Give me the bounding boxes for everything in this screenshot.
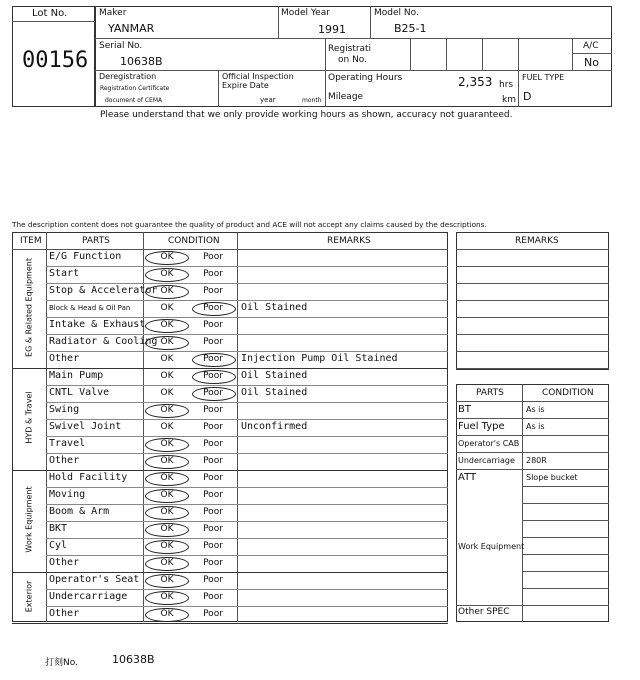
condition-poor: Poor — [203, 592, 223, 602]
year-label: year — [260, 96, 276, 104]
part-name: Block & Head & Oil Pan — [49, 304, 131, 312]
part-name: Moving — [49, 489, 86, 500]
fuel-type-label: FUEL TYPE — [522, 73, 565, 82]
ok-selected-circle — [145, 540, 189, 554]
part-name: Swing — [49, 404, 80, 415]
spec-condition: Slope bucket — [526, 473, 578, 482]
condition-ok: OK — [160, 592, 174, 602]
condition-poor: Poor — [203, 371, 223, 381]
model-year-value: 1991 — [318, 23, 346, 36]
condition-ok: OK — [160, 405, 174, 415]
stamp-label: 打刻No. — [45, 658, 78, 668]
ok-selected-circle — [145, 438, 189, 452]
condition-ok: OK — [160, 269, 174, 279]
other-spec-label: Other SPEC — [458, 607, 510, 617]
col-remarks: REMARKS — [327, 236, 371, 246]
ok-selected-circle — [145, 319, 189, 333]
condition-poor: Poor — [203, 422, 223, 432]
remark-text: Unconfirmed — [241, 421, 308, 432]
condition-poor: Poor — [203, 337, 223, 347]
condition-ok: OK — [160, 541, 174, 551]
part-name: BKT — [49, 523, 68, 534]
col-condition: CONDITION — [168, 236, 220, 246]
ok-selected-circle — [145, 455, 189, 469]
condition-ok: OK — [160, 456, 174, 466]
condition-poor: Poor — [203, 303, 223, 313]
condition-poor: Poor — [203, 439, 223, 449]
condition-poor: Poor — [203, 541, 223, 551]
ac-label: A/C — [583, 41, 599, 51]
part-name: CNTL Valve — [49, 387, 110, 398]
part-name: Other — [49, 455, 80, 466]
spec-parts-header: PARTS — [476, 388, 504, 398]
condition-ok: OK — [160, 422, 174, 432]
condition-poor: Poor — [203, 388, 223, 398]
col-item: ITEM — [20, 236, 42, 246]
registration-label-2: on No. — [338, 55, 368, 65]
spec-condition: 280R — [526, 456, 547, 465]
ac-value: No — [584, 56, 599, 69]
part-name: Travel — [49, 438, 86, 449]
part-name: Swivel Joint — [49, 421, 122, 432]
condition-poor: Poor — [203, 456, 223, 466]
remark-text: Oil Stained — [241, 302, 308, 313]
lot-label: Lot No. — [32, 8, 68, 19]
hrs-label: hrs — [499, 80, 514, 90]
spec-part: Operator's CAB — [458, 439, 520, 448]
serial-label: Serial No. — [99, 41, 143, 51]
part-name: Intake & Exhaust — [49, 319, 146, 330]
part-name: Stop & Accelerator — [49, 285, 158, 296]
part-name: Cyl — [49, 540, 68, 551]
ok-selected-circle — [145, 557, 189, 571]
condition-poor: Poor — [203, 405, 223, 415]
part-name: Other — [49, 608, 80, 619]
condition-poor: Poor — [203, 490, 223, 500]
cema-label: document of CEMA — [105, 97, 163, 104]
condition-poor: Poor — [203, 558, 223, 568]
group-label: HYD & Travel — [24, 391, 34, 444]
remark-text: Oil Stained — [241, 387, 308, 398]
spec-part: Undercarriage — [458, 456, 515, 465]
group-label: EG & Related Equipment — [24, 257, 34, 357]
spec-condition: As is — [526, 422, 545, 431]
fuel-type-value: D — [523, 90, 532, 103]
condition-ok: OK — [160, 439, 174, 449]
remark-text: Oil Stained — [241, 370, 308, 381]
side-remarks-header: REMARKS — [515, 236, 559, 246]
stamp-value: 10638B — [112, 653, 155, 666]
working-hours-note: Please understand that we only provide working hours as shown, accuracy not guaranteed. — [100, 110, 513, 120]
condition-ok: OK — [160, 507, 174, 517]
registration-cert-label: Registration Certificate — [100, 85, 170, 92]
part-name: Radiator & Cooling — [49, 336, 158, 347]
spec-condition-header: CONDITION — [542, 388, 594, 398]
km-label: km — [502, 95, 516, 105]
mileage-label: Mileage — [328, 92, 364, 102]
lot-number: 00156 — [22, 48, 89, 73]
condition-ok: OK — [160, 303, 174, 313]
remark-text: Injection Pump Oil Stained — [241, 353, 398, 364]
model-no-value: B25-1 — [394, 22, 427, 35]
condition-ok: OK — [160, 286, 174, 296]
condition-ok: OK — [160, 388, 174, 398]
registration-label-1: Registrati — [328, 44, 372, 54]
description-disclaimer: The description content does not guarantee the quality of product and ACE will not accept any claims caused by the descriptions. — [12, 220, 487, 229]
serial-value: 10638B — [120, 55, 163, 68]
col-parts: PARTS — [82, 236, 110, 246]
condition-poor: Poor — [203, 507, 223, 517]
part-name: Undercarriage — [49, 591, 128, 602]
inspection-label-2: Expire Date — [222, 81, 269, 90]
condition-ok: OK — [160, 575, 174, 585]
spec-condition: As is — [526, 405, 545, 414]
ok-selected-circle — [145, 523, 189, 537]
condition-ok: OK — [160, 320, 174, 330]
part-name: Boom & Arm — [49, 506, 110, 517]
maker-label: Maker — [99, 8, 127, 18]
condition-poor: Poor — [203, 269, 223, 279]
part-name: Other — [49, 353, 80, 364]
condition-poor: Poor — [203, 320, 223, 330]
ok-selected-circle — [145, 404, 189, 418]
operating-hours-value: 2,353 — [458, 75, 493, 89]
ok-selected-circle — [145, 608, 189, 622]
condition-poor: Poor — [203, 252, 223, 262]
ok-selected-circle — [145, 268, 189, 282]
part-name: Start — [49, 268, 80, 279]
condition-ok: OK — [160, 371, 174, 381]
poor-selected-circle — [192, 353, 236, 367]
part-name: E/G Function — [49, 251, 122, 262]
group-label: Work Equipment — [24, 486, 34, 553]
part-name: Hold Facility — [49, 472, 128, 483]
condition-poor: Poor — [203, 609, 223, 619]
maker-value: YANMAR — [108, 22, 155, 35]
condition-ok: OK — [160, 252, 174, 262]
deregistration-label: Deregistration — [99, 72, 157, 81]
ok-selected-circle — [145, 472, 189, 486]
condition-ok: OK — [160, 337, 174, 347]
condition-ok: OK — [160, 558, 174, 568]
ok-selected-circle — [145, 574, 189, 588]
ok-selected-circle — [145, 336, 189, 350]
model-year-label: Model Year — [281, 8, 330, 18]
month-label: month — [302, 97, 322, 104]
condition-ok: OK — [160, 473, 174, 483]
poor-selected-circle — [192, 370, 236, 384]
condition-poor: Poor — [203, 354, 223, 364]
operating-hours-label: Operating Hours — [328, 73, 403, 83]
condition-poor: Poor — [203, 286, 223, 296]
inspection-label-1: Official Inspection — [222, 72, 294, 81]
condition-ok: OK — [160, 524, 174, 534]
condition-ok: OK — [160, 490, 174, 500]
part-name: Operator's Seat — [49, 574, 140, 585]
condition-ok: OK — [160, 609, 174, 619]
work-equipment-label: Work Equipment — [458, 542, 525, 551]
ok-selected-circle — [145, 591, 189, 605]
spec-part: Fuel Type — [458, 421, 505, 432]
part-name: Other — [49, 557, 80, 568]
condition-poor: Poor — [203, 575, 223, 585]
condition-poor: Poor — [203, 524, 223, 534]
group-label: Exterior — [24, 580, 34, 612]
part-name: Main Pump — [49, 370, 104, 381]
ok-selected-circle — [145, 285, 189, 299]
ok-selected-circle — [145, 506, 189, 520]
condition-ok: OK — [160, 354, 174, 364]
condition-poor: Poor — [203, 473, 223, 483]
ok-selected-circle — [145, 489, 189, 503]
spec-part: BT — [458, 404, 471, 415]
ok-selected-circle — [145, 251, 189, 265]
spec-part: ATT — [458, 472, 477, 483]
poor-selected-circle — [192, 302, 236, 316]
model-no-label: Model No. — [374, 8, 419, 18]
poor-selected-circle — [192, 387, 236, 401]
